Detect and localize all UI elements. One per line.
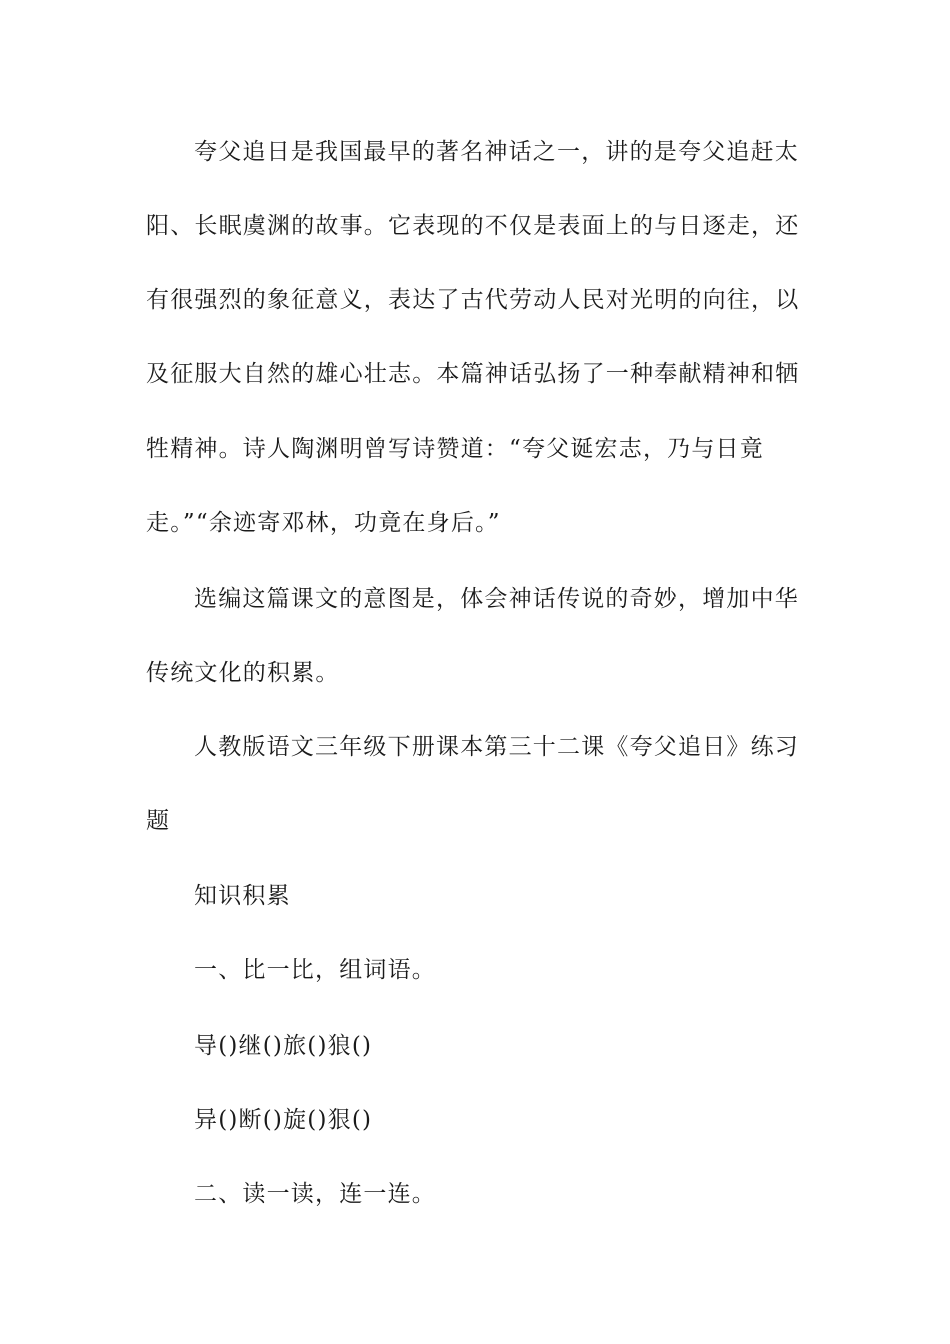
question-2-heading: 二、读一读，连一连。 [194,1181,436,1207]
exercise-title-line-2: 题 [146,808,171,834]
paragraph-2-line-2: 传统文化的积累。 [146,660,340,686]
paragraph-1-line-1: 夸父追日是我国最早的著名神话之一，讲的是夸父追赶太 [194,139,799,165]
question-1-row-2: 异()断()旋()狠() [194,1107,373,1133]
paragraph-1-line-4: 及征服大自然的雄心壮志。本篇神话弘扬了一种奉献精神和牺 [146,361,800,387]
section-heading: 知识积累 [194,883,291,909]
question-1-heading: 一、比一比，组词语。 [194,957,436,983]
paragraph-1-line-5: 牲精神。诗人陶渊明曾写诗赞道：“夸父诞宏志，乃与日竟 [146,436,764,462]
paragraph-1-line-6: 走。”“余迹寄邓林，功竟在身后。” [146,510,501,536]
exercise-title-line-1: 人教版语文三年级下册课本第三十二课《夸父追日》练习 [194,734,799,760]
paragraph-2-line-1: 选编这篇课文的意图是，体会神话传说的奇妙，增加中华 [194,586,799,612]
paragraph-1-line-2: 阳、长眠虞渊的故事。它表现的不仅是表面上的与日逐走，还 [146,213,800,239]
paragraph-1-line-3: 有很强烈的象征意义，表达了古代劳动人民对光明的向往，以 [146,287,800,313]
question-1-row-1: 导()继()旅()狼() [194,1033,373,1059]
